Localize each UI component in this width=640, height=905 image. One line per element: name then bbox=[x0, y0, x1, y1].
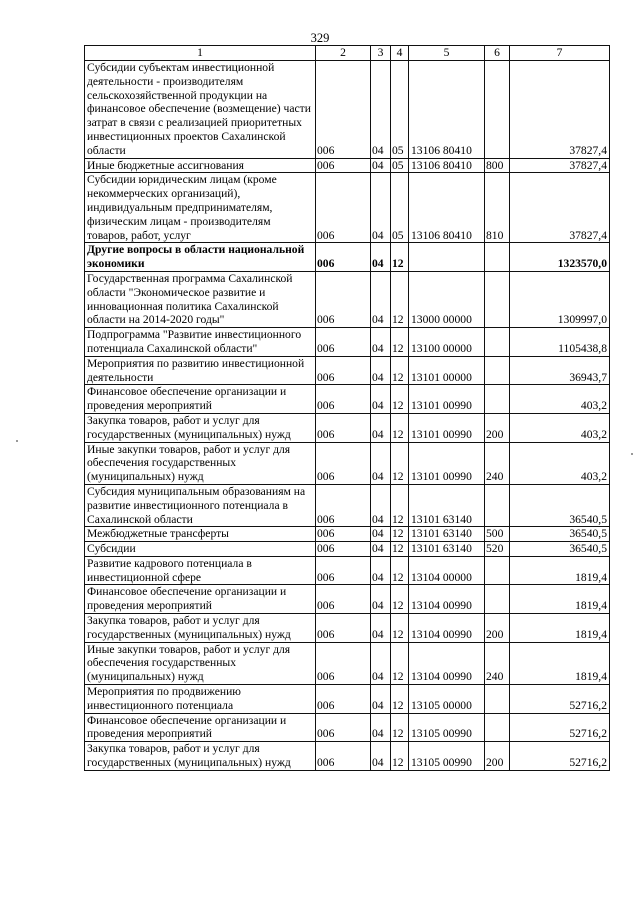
target-item-cell: 13101 63140 bbox=[409, 484, 485, 526]
column-header: 2 bbox=[316, 46, 371, 61]
ministry-code-cell: 006 bbox=[316, 556, 371, 585]
target-item-cell bbox=[409, 243, 485, 272]
subsection-code-cell: 12 bbox=[391, 585, 409, 614]
ministry-code-cell: 006 bbox=[316, 585, 371, 614]
target-item-cell: 13101 00990 bbox=[409, 442, 485, 484]
amount-cell: 52716,2 bbox=[510, 685, 610, 714]
target-item-cell: 13105 00990 bbox=[409, 742, 485, 771]
amount-cell: 36943,7 bbox=[510, 356, 610, 385]
target-item-cell: 13105 00000 bbox=[409, 685, 485, 714]
section-code-cell: 04 bbox=[371, 742, 391, 771]
target-item-cell: 13000 00000 bbox=[409, 271, 485, 327]
expense-type-cell: 800 bbox=[485, 158, 510, 173]
amount-cell: 403,2 bbox=[510, 413, 610, 442]
amount-cell: 36540,5 bbox=[510, 527, 610, 542]
table-row bbox=[85, 542, 610, 557]
table-row bbox=[85, 328, 610, 357]
amount-cell: 36540,5 bbox=[510, 542, 610, 557]
table-row bbox=[85, 642, 610, 684]
subsection-code-cell: 12 bbox=[391, 742, 409, 771]
subsection-code-cell: 12 bbox=[391, 556, 409, 585]
row-name-cell: Государственная программа Сахалинской области "Экономическое развитие и инновационная политика Сахалинской области на 2014-2020 годы" bbox=[85, 271, 316, 327]
ministry-code-cell: 006 bbox=[316, 328, 371, 357]
expense-type-cell: 520 bbox=[485, 542, 510, 557]
table-row bbox=[85, 585, 610, 614]
subsection-code-cell: 12 bbox=[391, 542, 409, 557]
amount-cell: 37827,4 bbox=[510, 158, 610, 173]
expense-type-cell: 240 bbox=[485, 642, 510, 684]
expense-type-cell bbox=[485, 385, 510, 414]
ministry-code-cell: 006 bbox=[316, 385, 371, 414]
target-item-cell: 13101 00990 bbox=[409, 385, 485, 414]
section-code-cell: 04 bbox=[371, 173, 391, 243]
row-name-cell: Иные бюджетные ассигнования bbox=[85, 158, 316, 173]
target-item-cell: 13101 00000 bbox=[409, 356, 485, 385]
row-name-cell: Мероприятия по развитию инвестиционной деятельности bbox=[85, 356, 316, 385]
section-code-cell: 04 bbox=[371, 642, 391, 684]
amount-cell: 52716,2 bbox=[510, 742, 610, 771]
amount-cell: 52716,2 bbox=[510, 713, 610, 742]
amount-cell: 1323570,0 bbox=[510, 243, 610, 272]
expense-type-cell bbox=[485, 61, 510, 159]
target-item-cell: 13106 80410 bbox=[409, 173, 485, 243]
amount-cell: 37827,4 bbox=[510, 173, 610, 243]
ministry-code-cell: 006 bbox=[316, 685, 371, 714]
amount-cell: 36540,5 bbox=[510, 484, 610, 526]
table-row bbox=[85, 158, 610, 173]
column-header: 1 bbox=[85, 46, 316, 61]
target-item-cell: 13101 00990 bbox=[409, 413, 485, 442]
subsection-code-cell: 12 bbox=[391, 243, 409, 272]
target-item-cell: 13104 00000 bbox=[409, 556, 485, 585]
row-name-cell: Финансовое обеспечение организации и проведения мероприятий bbox=[85, 713, 316, 742]
ministry-code-cell: 006 bbox=[316, 614, 371, 643]
expense-type-cell bbox=[485, 243, 510, 272]
table-row bbox=[85, 484, 610, 526]
scan-speck bbox=[631, 453, 633, 455]
column-header: 4 bbox=[391, 46, 409, 61]
table-row bbox=[85, 385, 610, 414]
ministry-code-cell: 006 bbox=[316, 484, 371, 526]
subsection-code-cell: 12 bbox=[391, 713, 409, 742]
section-code-cell: 04 bbox=[371, 328, 391, 357]
target-item-cell: 13100 00000 bbox=[409, 328, 485, 357]
target-item-cell: 13105 00990 bbox=[409, 713, 485, 742]
expense-type-cell bbox=[485, 356, 510, 385]
amount-cell: 1819,4 bbox=[510, 556, 610, 585]
expense-type-cell: 200 bbox=[485, 614, 510, 643]
expense-type-cell bbox=[485, 556, 510, 585]
ministry-code-cell: 006 bbox=[316, 527, 371, 542]
amount-cell: 403,2 bbox=[510, 385, 610, 414]
column-header-row bbox=[85, 46, 610, 61]
table-row bbox=[85, 413, 610, 442]
table-row bbox=[85, 271, 610, 327]
section-code-cell: 04 bbox=[371, 158, 391, 173]
expense-type-cell bbox=[485, 685, 510, 714]
target-item-cell: 13106 80410 bbox=[409, 61, 485, 159]
amount-cell: 403,2 bbox=[510, 442, 610, 484]
ministry-code-cell: 006 bbox=[316, 173, 371, 243]
expense-type-cell bbox=[485, 484, 510, 526]
expense-type-cell: 500 bbox=[485, 527, 510, 542]
ministry-code-cell: 006 bbox=[316, 413, 371, 442]
row-name-cell: Развитие кадрового потенциала в инвестиционной сфере bbox=[85, 556, 316, 585]
amount-cell: 1819,4 bbox=[510, 642, 610, 684]
section-code-cell: 04 bbox=[371, 271, 391, 327]
section-code-cell: 04 bbox=[371, 243, 391, 272]
expense-type-cell: 810 bbox=[485, 173, 510, 243]
subsection-code-cell: 12 bbox=[391, 685, 409, 714]
subsection-code-cell: 12 bbox=[391, 356, 409, 385]
row-name-cell: Финансовое обеспечение организации и проведения мероприятий bbox=[85, 385, 316, 414]
section-code-cell: 04 bbox=[371, 484, 391, 526]
target-item-cell: 13101 63140 bbox=[409, 527, 485, 542]
section-code-cell: 04 bbox=[371, 356, 391, 385]
row-name-cell: Закупка товаров, работ и услуг для государственных (муниципальных) нужд bbox=[85, 413, 316, 442]
subsection-code-cell: 12 bbox=[391, 271, 409, 327]
table-row bbox=[85, 527, 610, 542]
row-name-cell: Закупка товаров, работ и услуг для государственных (муниципальных) нужд bbox=[85, 614, 316, 643]
ministry-code-cell: 006 bbox=[316, 642, 371, 684]
section-code-cell: 04 bbox=[371, 413, 391, 442]
column-header: 3 bbox=[371, 46, 391, 61]
section-code-cell: 04 bbox=[371, 556, 391, 585]
subsection-code-cell: 12 bbox=[391, 328, 409, 357]
ministry-code-cell: 006 bbox=[316, 542, 371, 557]
subsection-code-cell: 12 bbox=[391, 614, 409, 643]
expense-type-cell bbox=[485, 585, 510, 614]
subsection-code-cell: 12 bbox=[391, 385, 409, 414]
column-header: 7 bbox=[510, 46, 610, 61]
ministry-code-cell: 006 bbox=[316, 442, 371, 484]
row-name-cell: Субсидия муниципальным образованиям на развитие инвестиционного потенциала в Сахалинской области bbox=[85, 484, 316, 526]
ministry-code-cell: 006 bbox=[316, 713, 371, 742]
section-code-cell: 04 bbox=[371, 61, 391, 159]
section-code-cell: 04 bbox=[371, 685, 391, 714]
amount-cell: 37827,4 bbox=[510, 61, 610, 159]
target-item-cell: 13101 63140 bbox=[409, 542, 485, 557]
section-code-cell: 04 bbox=[371, 442, 391, 484]
section-code-cell: 04 bbox=[371, 614, 391, 643]
expense-type-cell: 240 bbox=[485, 442, 510, 484]
row-name-cell: Субсидии субъектам инвестиционной деятельности - производителям сельскохозяйственной продукции на финансовое обеспечение (возмещение) части затрат в связи с реализацией приоритетных инвестиционных проектов Сахалинской области bbox=[85, 61, 316, 159]
ministry-code-cell: 006 bbox=[316, 158, 371, 173]
ministry-code-cell: 006 bbox=[316, 243, 371, 272]
subsection-code-cell: 12 bbox=[391, 642, 409, 684]
subsection-code-cell: 12 bbox=[391, 413, 409, 442]
table-row bbox=[85, 61, 610, 159]
table-row bbox=[85, 173, 610, 243]
target-item-cell: 13104 00990 bbox=[409, 614, 485, 643]
expense-type-cell bbox=[485, 271, 510, 327]
table-row bbox=[85, 442, 610, 484]
column-header: 6 bbox=[485, 46, 510, 61]
row-name-cell: Другие вопросы в области национальной экономики bbox=[85, 243, 316, 272]
expense-type-cell bbox=[485, 328, 510, 357]
row-name-cell: Иные закупки товаров, работ и услуг для обеспечения государственных (муниципальных) нужд bbox=[85, 442, 316, 484]
ministry-code-cell: 006 bbox=[316, 61, 371, 159]
subsection-code-cell: 12 bbox=[391, 442, 409, 484]
subsection-code-cell: 05 bbox=[391, 173, 409, 243]
scan-speck bbox=[16, 440, 18, 442]
ministry-code-cell: 006 bbox=[316, 356, 371, 385]
amount-cell: 1105438,8 bbox=[510, 328, 610, 357]
target-item-cell: 13106 80410 bbox=[409, 158, 485, 173]
table-row bbox=[85, 614, 610, 643]
column-header: 5 bbox=[409, 46, 485, 61]
page-number: 329 bbox=[310, 31, 330, 45]
table-row bbox=[85, 685, 610, 714]
section-code-cell: 04 bbox=[371, 713, 391, 742]
ministry-code-cell: 006 bbox=[316, 742, 371, 771]
table-row bbox=[85, 243, 610, 272]
row-name-cell: Мероприятия по продвижению инвестиционного потенциала bbox=[85, 685, 316, 714]
ministry-code-cell: 006 bbox=[316, 271, 371, 327]
budget-table bbox=[84, 45, 610, 771]
target-item-cell: 13104 00990 bbox=[409, 585, 485, 614]
row-name-cell: Закупка товаров, работ и услуг для государственных (муниципальных) нужд bbox=[85, 742, 316, 771]
row-name-cell: Иные закупки товаров, работ и услуг для обеспечения государственных (муниципальных) нужд bbox=[85, 642, 316, 684]
section-code-cell: 04 bbox=[371, 527, 391, 542]
table-row bbox=[85, 556, 610, 585]
row-name-cell: Субсидии bbox=[85, 542, 316, 557]
subsection-code-cell: 12 bbox=[391, 484, 409, 526]
amount-cell: 1819,4 bbox=[510, 614, 610, 643]
target-item-cell: 13104 00990 bbox=[409, 642, 485, 684]
amount-cell: 1819,4 bbox=[510, 585, 610, 614]
table-row bbox=[85, 356, 610, 385]
subsection-code-cell: 05 bbox=[391, 158, 409, 173]
amount-cell: 1309997,0 bbox=[510, 271, 610, 327]
section-code-cell: 04 bbox=[371, 385, 391, 414]
expense-type-cell bbox=[485, 713, 510, 742]
table-row bbox=[85, 713, 610, 742]
row-name-cell: Подпрограмма "Развитие инвестиционного потенциала Сахалинской области" bbox=[85, 328, 316, 357]
expense-type-cell: 200 bbox=[485, 413, 510, 442]
subsection-code-cell: 12 bbox=[391, 527, 409, 542]
section-code-cell: 04 bbox=[371, 542, 391, 557]
section-code-cell: 04 bbox=[371, 585, 391, 614]
table-row bbox=[85, 742, 610, 771]
row-name-cell: Субсидии юридическим лицам (кроме некоммерческих организаций), индивидуальным предпринимателям, физическим лицам - производителям товаров, работ, услуг bbox=[85, 173, 316, 243]
subsection-code-cell: 05 bbox=[391, 61, 409, 159]
expense-type-cell: 200 bbox=[485, 742, 510, 771]
row-name-cell: Межбюджетные трансферты bbox=[85, 527, 316, 542]
row-name-cell: Финансовое обеспечение организации и проведения мероприятий bbox=[85, 585, 316, 614]
